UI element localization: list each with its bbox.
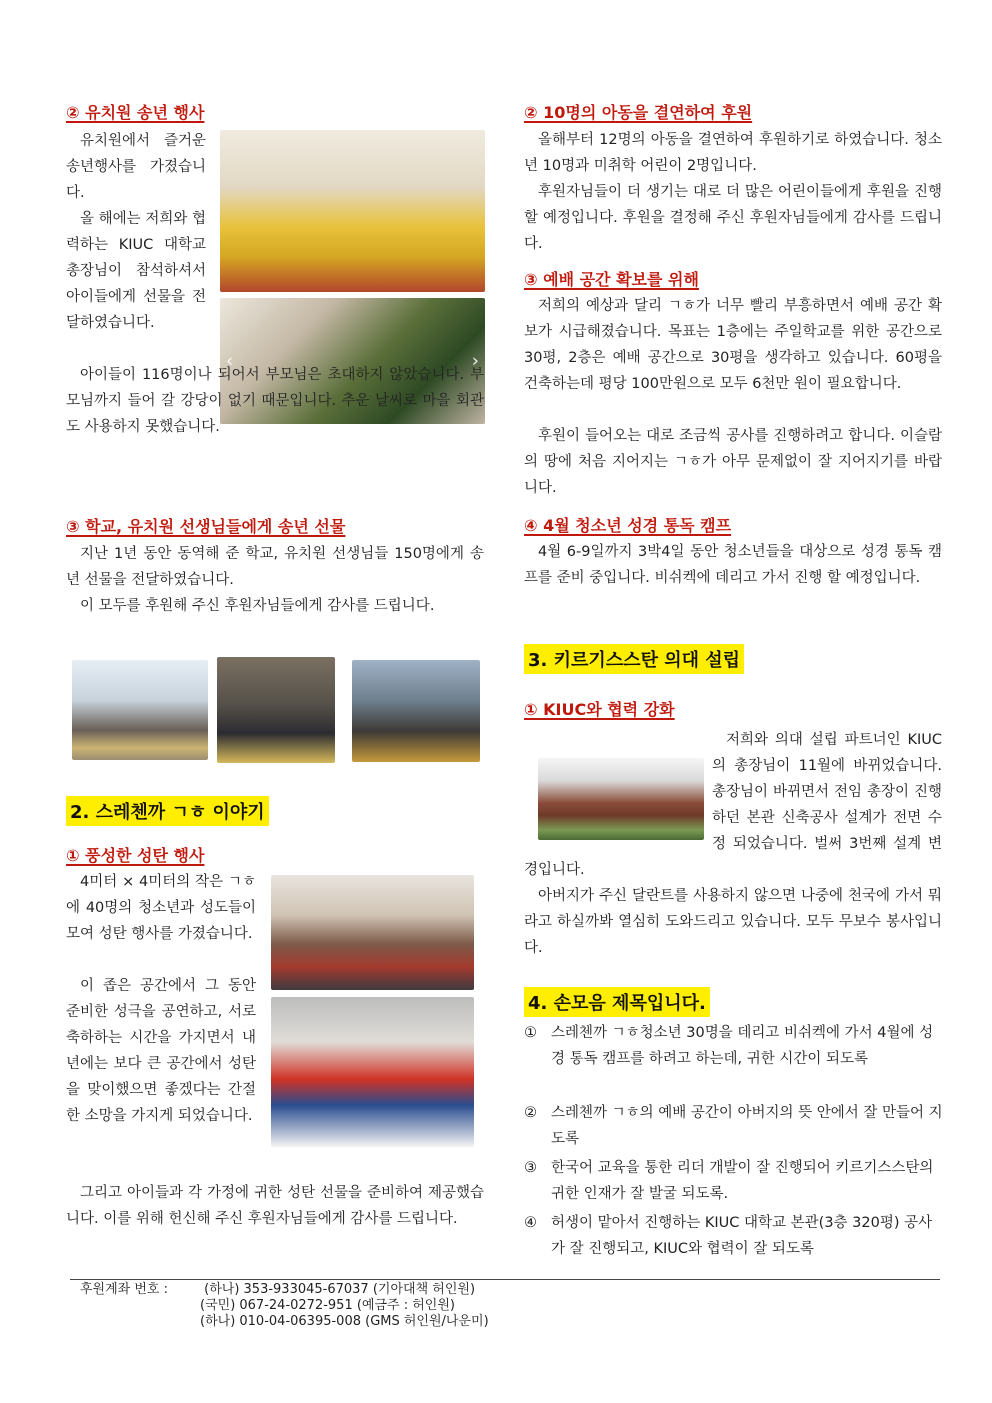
donation-accounts-footer (70, 1279, 940, 1330)
kiuc-text-2: 아버지가 주신 달란트를 사용하지 않으면 나중에 천국에 가서 뭐라고 하실까봐 열심히 도와드리고 있습니다. 모두 무보수 봉사입니다. (524, 888, 942, 956)
teachers-group-photo (217, 657, 335, 763)
worship-text-2: 후원이 들어오는 대로 조금씩 공사를 진행하려고 합니다. 이슬람의 땅에 처음 지어지는 ㄱㅎ가 아무 문제없이 잘 지어지기를 바랍니다. (524, 428, 942, 496)
prayer-item-1 (524, 1020, 944, 1072)
camp-text: 4월 6-9일까지 3박4일 동안 청소년들을 대상으로 성경 통독 캠프를 준비 중입니다. 비쉬켁에 데리고 가서 진행 할 예정입니다. (524, 544, 942, 586)
worship-heading: ③ 예배 공간 확보를 위해 (524, 270, 699, 289)
prayer-item-text: 한국어 교육을 통한 리더 개발이 잘 진행되어 키르기스스탄의 귀한 인재가 잘 발굴 되도록. (551, 1160, 934, 1202)
carousel-next-icon[interactable]: › (471, 350, 479, 372)
footer-row-1 (70, 1282, 940, 1298)
sponsor-text-1: 올해부터 12명의 아동을 결연하여 후원하기로 하였습니다. 청소년 10명과 미취학 어린이 2명입니다. (524, 132, 942, 174)
kindergarten-text-3: 아이들이 116명이나 되어서 부모님은 초대하지 않았습니다. 부모님까지 들어 갈 강당이 없기 때문입니다. 추운 날씨로 마을 회관도 사용하지 못했습니다. (66, 367, 484, 435)
kiuc-heading: ① KIUC와 협력 강화 (524, 700, 675, 719)
carousel-prev-icon[interactable]: ‹ (226, 350, 234, 372)
prayer-item-text: 허생이 맡아서 진행하는 KIUC 대학교 본관(3층 320평) 공사가 잘 진행되고, KIUC와 협력이 잘 되도록 (551, 1215, 933, 1257)
footer-label: 후원계좌 번호 : (80, 1282, 168, 1297)
christmas-text-1: 4미터 × 4미터의 작은 ㄱㅎ에 40명의 청소년과 성도들이 모여 성탄 행사를 가졌습니다. (66, 874, 256, 942)
christmas-text-2: 이 좁은 공간에서 그 동안 준비한 성극을 공연하고, 서로 축하하는 시간을 가지면서 내년에는 보다 큰 공간에서 성탄을 맞이했으면 좋겠다는 간절한 소망을 가지게 되었습니다. (66, 978, 256, 1124)
section-4-heading: 4. 손모음 제목입니다. (524, 987, 710, 1017)
teachers-heading: ③ 학교, 유치원 선생님들에게 송년 선물 (66, 517, 346, 536)
christmas-play-photo (271, 875, 474, 990)
kindergarten-heading: ② 유치원 송년 행사 (66, 103, 205, 122)
prayer-item-text: 스레첸까 ㄱㅎ의 예배 공간이 아버지의 뜻 안에서 잘 만들어 지도록 (551, 1105, 943, 1147)
prayer-item-2 (524, 1100, 944, 1152)
prayer-item-3 (524, 1155, 944, 1207)
christmas-text-3: 그리고 아이들과 각 가정에 귀한 성탄 선물을 준비하여 제공했습니다. 이를 위해 헌신해 주신 후원자님들에게 감사를 드립니다. (66, 1185, 484, 1227)
prayer-item-text: 스레첸까 ㄱㅎ청소년 30명을 데리고 비쉬켁에 가서 4월에 성경 통독 캠프를 하려고 하는데, 귀한 시간이 되도록 (551, 1025, 934, 1067)
kiuc-float-spacer (524, 727, 712, 857)
kiuc-text-1: 저희와 의대 설립 파트너인 KIUC의 총장님이 11월에 바뀌었습니다. 총장님이 바뀌면서 전임 총장이 진행하던 본관 신축공사 설계가 전면 수정 되었습니다. 벌써 3번째 설계 변경입니다. (524, 732, 942, 878)
camp-heading: ④ 4월 청소년 성경 통독 캠프 (524, 516, 732, 535)
school-teachers-photo (72, 660, 208, 760)
section-2-heading: 2. 스레첸까 ㄱㅎ 이야기 (66, 796, 269, 826)
kindergarten-text-2: 올 해에는 저희와 협력하는 KIUC 대학교 총장님이 참석하셔서 아이들에게 선물을 전달하였습니다. (66, 211, 206, 331)
section-3-heading: 3. 키르기스스탄 의대 설립 (524, 644, 744, 674)
teachers-text-2: 이 모두를 후원해 주신 후원자님들에게 감사를 드립니다. (80, 598, 435, 614)
sponsor-heading: ② 10명의 아동을 결연하여 후원 (524, 103, 753, 122)
account-line-1: (하나) 353-933045-67037 (기아대책 허인원) (204, 1282, 476, 1297)
account-line-2: (국민) 067-24-0272-951 (예금주 : 허인원) (200, 1298, 455, 1313)
sponsor-text-2: 후원자님들이 더 생기는 대로 더 많은 어린이들에게 후원을 진행 할 예정입니다. 후원을 결정해 주신 후원자님들에게 감사를 드립니다. (524, 184, 942, 252)
prayer-item-4 (524, 1210, 944, 1262)
kiuc-text-wrap (524, 727, 942, 961)
worship-text-1: 저희의 예상과 달리 ㄱㅎ가 너무 빨리 부흥하면서 예배 공간 확보가 시급해졌습니다. 목표는 1층에는 주일학교를 위한 공간으로 30평, 2층은 예배 공간으로 30평을 생각하고 있습니다. 60평을 건축하는데 평당 100만원으로 모두 6천만 원이 필요합니다. (524, 298, 942, 392)
prayer-item-num: ① (524, 1025, 537, 1041)
christmas-heading: ① 풍성한 성탄 행사 (66, 846, 205, 865)
christmas-children-photo (271, 997, 474, 1147)
prayer-item-num: ④ (524, 1215, 537, 1231)
kindergarten-text-3a (66, 362, 484, 440)
kindergarten-party-photo (220, 130, 485, 292)
account-line-3: (하나) 010-04-06395-008 (GMS 허인원/나운미) (200, 1314, 489, 1329)
prayer-item-num: ③ (524, 1160, 537, 1176)
kindergarten-text-1: 유치원에서 즐거운 송년행사를 가졌습니다. (66, 133, 206, 201)
gift-delivery-photo (352, 660, 480, 762)
teachers-text-1: 지난 1년 동안 동역해 준 학교, 유치원 선생님들 150명에게 송년 선물을 전달하였습니다. (66, 546, 484, 588)
prayer-item-num: ② (524, 1105, 537, 1121)
